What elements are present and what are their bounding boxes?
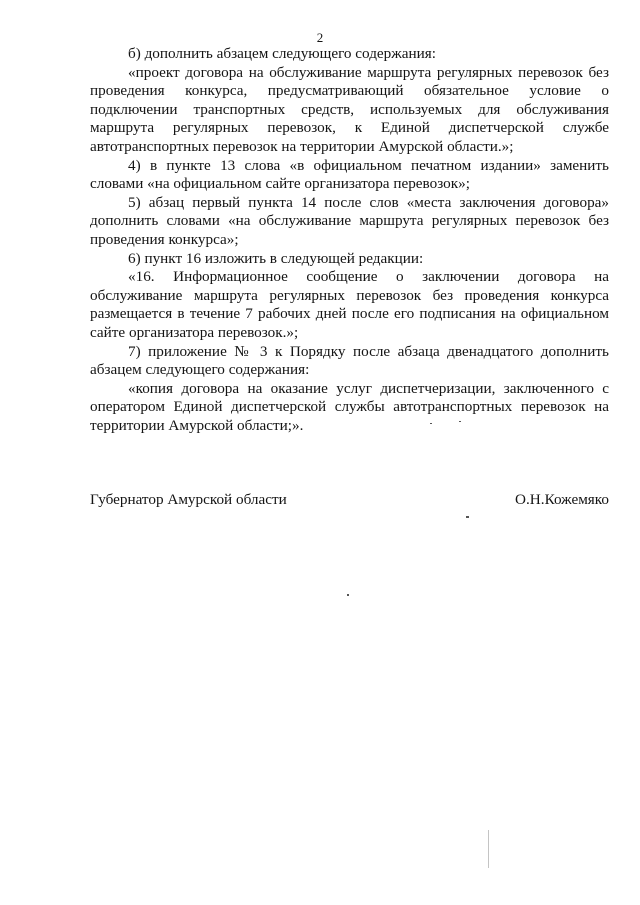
signatory-name: О.Н.Кожемяко: [515, 491, 609, 508]
paragraph: «16. Информационное сообщение о заключении договора на обслуживание маршрута регулярных перевозок без проведения конкурса размещается в течение 7 рабочих дней после его подписания на официальном сайте организатора перевозок.»;: [90, 268, 609, 341]
paragraph: 4) в пункте 13 слова «в официальном печатном издании» заменить словами «на официальном сайте организатора перевозок»;: [90, 156, 609, 193]
paragraph: 6) пункт 16 изложить в следующей редакции:: [128, 249, 424, 267]
signature-block: [90, 490, 609, 510]
paragraph: б) дополнить абзацем следующего содержания:: [128, 45, 436, 62]
scan-speck: [430, 423, 432, 424]
scan-speck: [488, 830, 489, 868]
scan-speck: [459, 421, 461, 422]
scan-speck: [347, 594, 349, 596]
signatory-position: Губернатор Амурской области: [90, 491, 287, 508]
paragraph: 5) абзац первый пункта 14 после слов «места заключения договора» дополнить словами «на обслуживание маршрута регулярных перевозок без проведения конкурса»;: [90, 193, 609, 248]
page-number: 2: [316, 30, 324, 45]
paragraph: «копия договора на оказание услуг диспетчеризации, заключенного с оператором Единой диспетчерской службы автотранспортных перевозок на территории Амурской области;».: [90, 379, 609, 434]
paragraph: «проект договора на обслуживание маршрута регулярных перевозок без проведения конкурса, предусматривающий обязательное условие о подключении транспортных средств, используемых для обслуживания маршрута регулярных перевозок, к Единой диспетчерской службе автотранспортных перевозок на территории Амурской области.»;: [90, 63, 609, 155]
paragraph: 7) приложение № 3 к Порядку после абзаца двенадцатого дополнить абзацем следующего содержания:: [90, 342, 609, 379]
document-body: [90, 45, 609, 435]
scan-speck: [466, 516, 469, 518]
